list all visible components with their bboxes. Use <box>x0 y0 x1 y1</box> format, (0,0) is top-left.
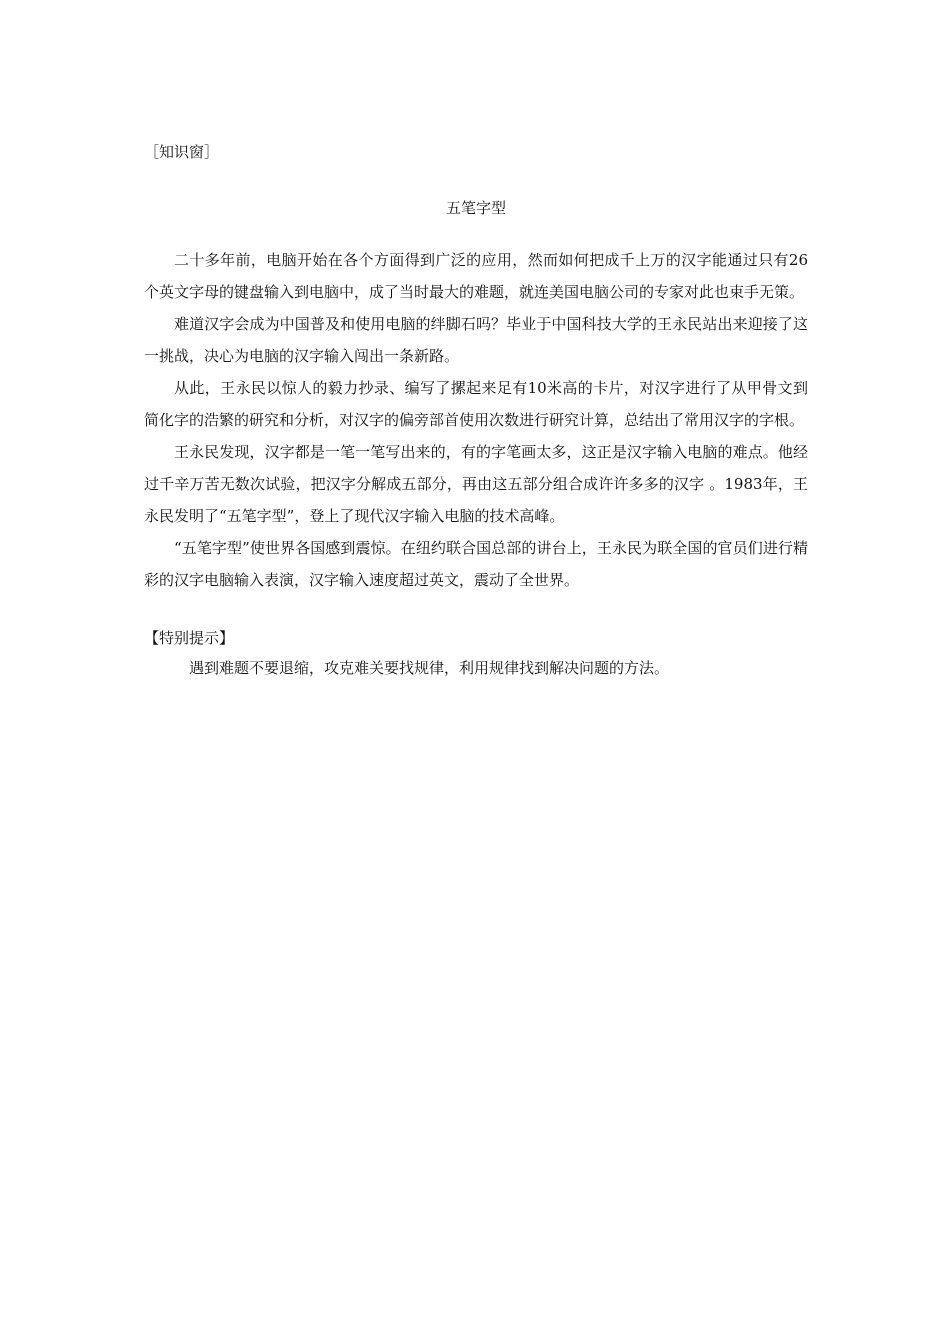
paragraph-5: “五笔字型”使世界各国感到震惊。在纽约联合国总部的讲台上，王永民为联全国的官员们进行精彩的汉字电脑输入表演，汉字输入速度超过英文，震动了全世界。 <box>144 539 808 589</box>
tip-text: 遇到难题不要退缩，攻克难关要找规律，利用规律找到解决问题的方法。 <box>189 659 670 677</box>
section-label: ［知识窗］ <box>144 143 220 161</box>
document-page <box>144 140 808 680</box>
article-title: 五笔字型 <box>445 199 506 217</box>
paragraph-4: 王永民发现，汉字都是一笔一笔写出来的，有的字笔画太多，这正是汉字输入电脑的难点。他经过千辛万苦无数次试验，把汉字分解成五部分，再由这五部分组合成许许多多的汉字 。1983年，王永民发明了“五笔字型”，登上了现代汉字输入电脑的技术高峰。 <box>144 443 808 525</box>
paragraph-1: 二十多年前，电脑开始在各个方面得到广泛的应用，然而如何把成千上万的汉字能通过只有26个英文字母的键盘输入到电脑中，成了当时最大的难题，就连美国电脑公司的专家对此也束手无策。 <box>144 251 808 301</box>
paragraph-2: 难道汉字会成为中国普及和使用电脑的绊脚石吗？毕业于中国科技大学的王永民站出来迎接了这一挑战，决心为电脑的汉字输入闯出一条新路。 <box>144 315 808 365</box>
tip-label: 【特别提示】 <box>144 629 235 647</box>
paragraph-3: 从此，王永民以惊人的毅力抄录、编写了摞起来足有10米高的卡片，对汉字进行了从甲骨文到简化字的浩繁的研究和分析，对汉字的偏旁部首使用次数进行研究计算，总结出了常用汉字的字根。 <box>144 379 808 429</box>
